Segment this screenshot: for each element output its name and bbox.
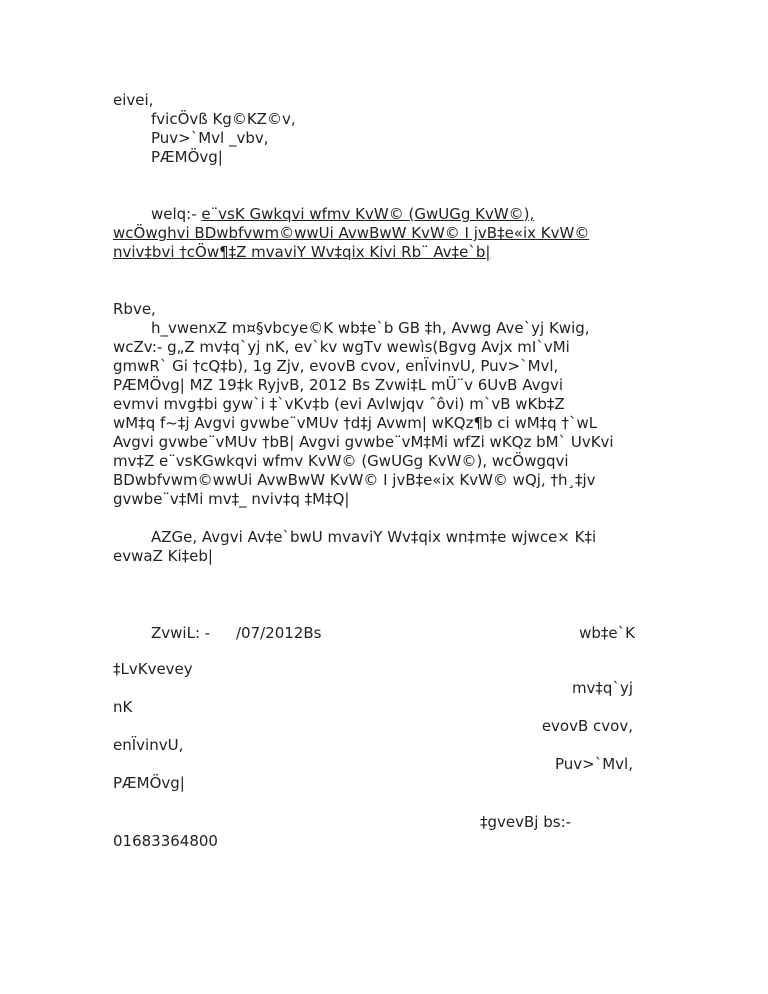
sender-address-part2: enÏvinvU, <box>113 736 184 754</box>
body-line: mv‡Z e¨vsKGwkqvi wfmv KvW© (GwUGg KvW©), wcÖwgqvi <box>113 452 569 470</box>
subject-text-1: e¨vsK Gwkqvi wfmv KvW© (GwUGg KvW©), <box>201 205 535 223</box>
body-line: gmwR` Gi †cQ‡b), 1g Zjv, evovB cvov, enÏvinvU, Puv>`Mvl, <box>113 357 559 375</box>
addressee-station: Puv>`Mvl _vbv, <box>151 129 269 147</box>
sender-name-part1: mv‡q`yj <box>571 679 633 697</box>
addressee: eivei, <box>113 91 154 109</box>
mobile-label: ‡gvevBj bs:- <box>480 813 572 831</box>
sender-address-part1: evovB cvov, <box>541 717 633 735</box>
sender-address-part3: Puv>`Mvl, <box>555 755 633 773</box>
body-line: AZGe, Avgvi Av‡e`bwU mvaviY Wv‡qix wn‡m‡e wjwce× K‡i <box>151 528 597 546</box>
body-line: wcZv:- g„Z mv‡q`yj nK, ev`kv wgTv wewìs(Bgvg Avjx mI`vMi <box>113 338 570 356</box>
body-line: wM‡q f~‡j Avgvi gvwbe¨vMUv †d‡j Avwm| wKQz¶b ci wM‡q †`wL <box>113 414 598 432</box>
mobile-number: 01683364800 <box>113 832 218 850</box>
body-line: PÆMÖvg| MZ 19‡k RyjvB, 2012 Bs Zvwi‡L mÜ¨v 6UvB Avgvi <box>113 376 564 394</box>
body-line: gvwbe¨v‡Mi mv‡_ nviv‡q ‡M‡Q| <box>113 490 350 508</box>
signature: ‡LvKvevey <box>113 660 193 678</box>
subject-line-1 <box>151 205 534 224</box>
addressee-title: fvicÖvß Kg©KZ©v, <box>151 110 296 128</box>
body-line: BDwbfvwm©wwUi AvwBwW KvW© I jvB‡e«ix KvW© wQj, †h¸‡jv <box>113 471 596 489</box>
addressee-city: PÆMÖvg| <box>151 148 223 166</box>
subject-line-3: nviv‡bvi †cÖw¶‡Z mvaviY Wv‡qix Kivi Rb¨ Av‡e`b| <box>113 243 491 261</box>
body-line: Avgvi gvwbe¨vMUv †bB| Avgvi gvwbe¨vM‡Mi wfZi wKQz bM` UvKvi <box>113 433 614 451</box>
salutation: Rbve, <box>113 300 156 318</box>
signoff: wb‡e`K <box>579 624 635 642</box>
subject-label: welq:- <box>151 205 202 223</box>
sender-name-part2: nK <box>113 698 133 716</box>
date-label: ZvwiL: - <box>151 624 211 642</box>
subject-line-2: wcÖwghvi BDwbfvwm©wwUi AvwBwW KvW© I jvB‡e«ix KvW© <box>113 224 590 242</box>
sender-address-part4: PÆMÖvg| <box>113 774 185 792</box>
body-line: evmvi mvg‡bi gyw`i ‡`vKv‡b (evi Avlwjqv ˆôvi) m`vB wKb‡Z <box>113 395 565 413</box>
body-line: h_vwenxZ m¤§vbcye©K wb‡e`b GB ‡h, Avwg Ave`yj Kwig, <box>151 319 590 337</box>
body-line: evwaZ Ki‡eb| <box>113 547 213 565</box>
date-value: /07/2012Bs <box>236 624 322 642</box>
